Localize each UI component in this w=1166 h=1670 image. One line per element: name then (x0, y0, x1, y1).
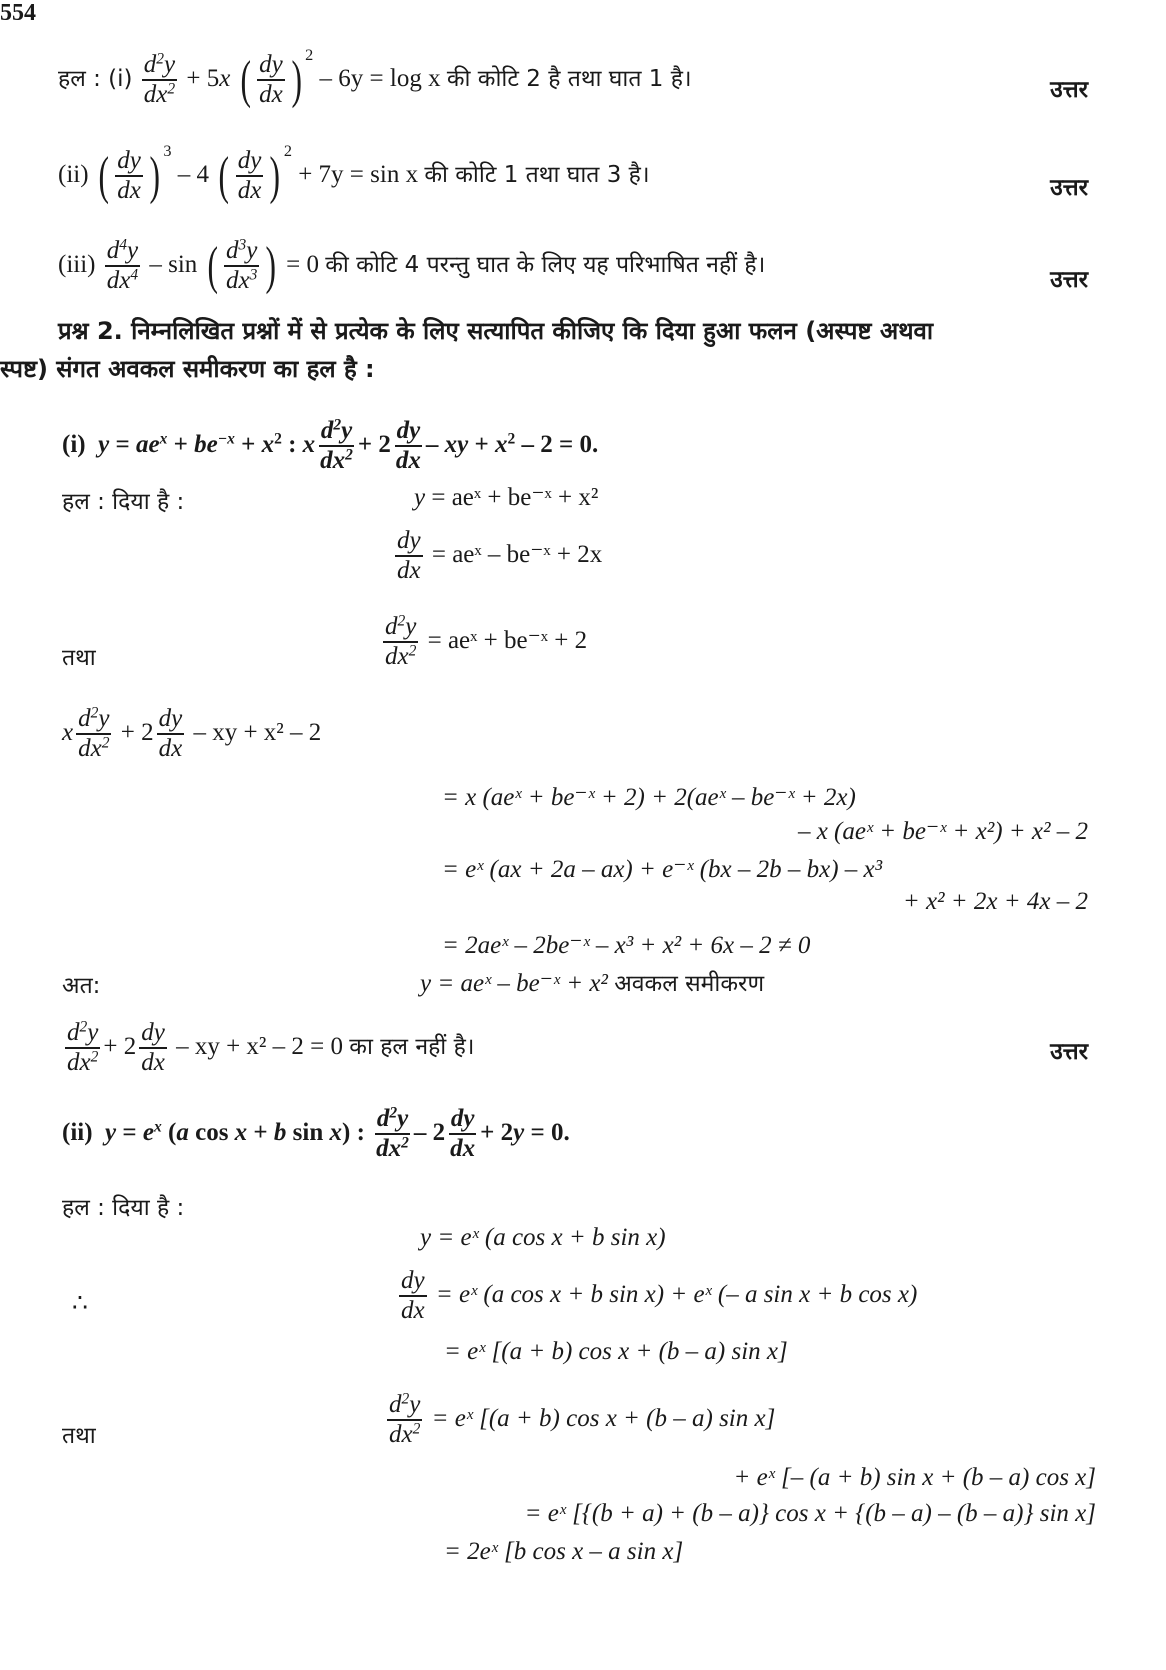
step-r2: – x (aeˣ + be⁻ˣ + x²) + x² – 2 (797, 818, 1088, 845)
tatha-label: तथा (62, 1423, 96, 1449)
part-label: (iii) (58, 250, 96, 278)
part-ii-statement: (ii) $y = e^x$ (a cos x + b sin x) : $\frac{d^2y}{dx^2}$ – 2 $\frac{dy}{dx}$ + 2y = 0. (62, 1104, 570, 1163)
step-dy-rhs: = aeˣ – be⁻ˣ + 2x (431, 540, 603, 568)
q1-part-i: हल : (i) $\frac{d^2y}{dx^2}$ + 5x ( $\frac{dy}{dx}$ ) 2 – 6y = log x की कोटि 2 है तथा घात 1 है। (58, 46, 692, 109)
answer-label: उत्तर (1050, 267, 1088, 293)
step-dy2: = eˣ [(a + b) cos x + (b – a) sin x] (444, 1338, 788, 1365)
part-label: (ii) (58, 160, 89, 188)
result-text: की कोटि 1 तथा घात 3 है। (424, 161, 650, 188)
step-d2y1-rhs: = eˣ [(a + b) cos x + (b – a) sin x] (431, 1404, 776, 1432)
answer-label: उत्तर (1050, 1039, 1088, 1065)
question-2-line-1: प्रश्न 2. निम्नलिखित प्रश्नों में से प्रत्येक के लिए सत्यापित कीजिए कि दिया हुआ फलन (अस्पष्ट अथवा (58, 317, 934, 345)
solution-intro: हल : (i) (58, 65, 133, 92)
step-dy1-rhs: = eˣ (a cos x + b sin x) + eˣ (– a sin x + b cos x) (435, 1280, 918, 1308)
eq-tail: = 0 (286, 250, 319, 278)
step-d2y-rhs: = aeˣ + be⁻ˣ + 2 (427, 626, 588, 654)
eq-tail: – 6y = log x (319, 64, 441, 92)
step-y: y = aeˣ + be⁻ˣ + x² (414, 484, 599, 511)
result-text: की कोटि 2 है तथा घात 1 है। (446, 65, 692, 92)
step-r4: + x² + 2x + 4x – 2 (902, 888, 1088, 915)
final-text: का हल नहीं है। (349, 1033, 475, 1060)
solution-label: हल : दिया है : (62, 1195, 185, 1221)
step-d2y4: = 2eˣ [b cos x – a sin x] (444, 1538, 684, 1565)
step-r3: = eˣ (ax + 2a – ax) + e⁻ˣ (bx – 2b – bx) – x³ (442, 856, 883, 883)
lhs-expression: x $\frac{d^2y}{dx^2}$ + 2 $\frac{dy}{dx}$ – xy + x² – 2 (62, 704, 322, 763)
solution-label: हल : दिया है : (62, 489, 185, 515)
step-dy1: $\frac{dy}{dx}$ = eˣ (a cos x + b sin x) + eˣ (– a sin x + b cos x) (401, 1267, 918, 1325)
step-d2y2: + eˣ [– (a + b) sin x + (b – a) cos x] (733, 1464, 1096, 1491)
final-statement: $\frac{d^2y}{dx^2}$ + 2 $\frac{dy}{dx}$ – xy + x² – 2 = 0 का हल नहीं है। (67, 1018, 475, 1077)
step-dy: $\frac{dy}{dx}$ = aeˣ – be⁻ˣ + 2x (397, 527, 603, 585)
part-label: (ii) (62, 1118, 93, 1146)
part-i-statement: (i) $y = ae^x + be^{-x} + x^2$ : x $\frac{d^2y}{dx^2}$ + 2 $\frac{dy}{dx}$ – xy + $x^2 - 2 = 0$. (62, 416, 599, 475)
eq-tail: + 7y = sin x (298, 160, 419, 188)
step-r5: = 2aeˣ – 2be⁻ˣ – x³ + x² + 6x – 2 ≠ 0 (442, 932, 811, 959)
step-y-rhs: = aeˣ + be⁻ˣ + x² (431, 484, 599, 511)
step-d2y1: $\frac{d^2y}{dx^2}$ = eˣ [(a + b) cos x + (b – a) sin x] (389, 1390, 776, 1449)
conclusion-eq: y = aeˣ – be⁻ˣ + x² (420, 970, 608, 997)
therefore-icon: ∴ (72, 1290, 88, 1317)
ata-label: अत: (62, 973, 101, 999)
q1-part-ii: (ii) ( $\frac{dy}{dx}$ ) 3 – 4 ( $\frac{dy}{dx}$ ) 2 + 7y = sin x की कोटि 1 तथा घात 3 है। (58, 142, 650, 205)
question-2-line-2: स्पष्ट) संगत अवकल समीकरण का हल है : (0, 355, 375, 383)
page-number: 554 (0, 0, 36, 26)
q1-part-iii: (iii) $\frac{d^4y}{dx^4}$ – sin ( $\frac{d^3y}{dx^3}$ ) = 0 की कोटि 4 परन्तु घात के लिए यह परिभाषित नहीं है। (58, 236, 766, 295)
step-d2y3: = eˣ [{(b + a) + (b – a)} cos x + {(b – a) – (b – a)} sin x] (524, 1500, 1096, 1527)
step-y: y = eˣ (a cos x + b sin x) (420, 1224, 666, 1251)
tatha-label: तथा (62, 645, 96, 671)
part-label: (i) (62, 430, 86, 458)
d2y-dx2-fraction: $\frac{d^2y}{dx^2}$ (143, 50, 176, 109)
step-d2y: $\frac{d^2y}{dx^2}$ = aeˣ + be⁻ˣ + 2 (385, 612, 588, 671)
answer-label: उत्तर (1050, 175, 1088, 201)
answer-label: उत्तर (1050, 77, 1088, 103)
conclusion-text: अवकल समीकरण (614, 971, 765, 997)
result-text: की कोटि 4 परन्तु घात के लिए यह परिभाषित नहीं है। (325, 251, 766, 278)
conclusion (420, 966, 764, 998)
step-r1: = x (aeˣ + be⁻ˣ + 2) + 2(aeˣ – be⁻ˣ + 2x) (442, 784, 856, 811)
final-tail: – xy + x² – 2 = 0 (176, 1032, 344, 1060)
lhs-tail: – xy + x² – 2 (193, 718, 322, 746)
